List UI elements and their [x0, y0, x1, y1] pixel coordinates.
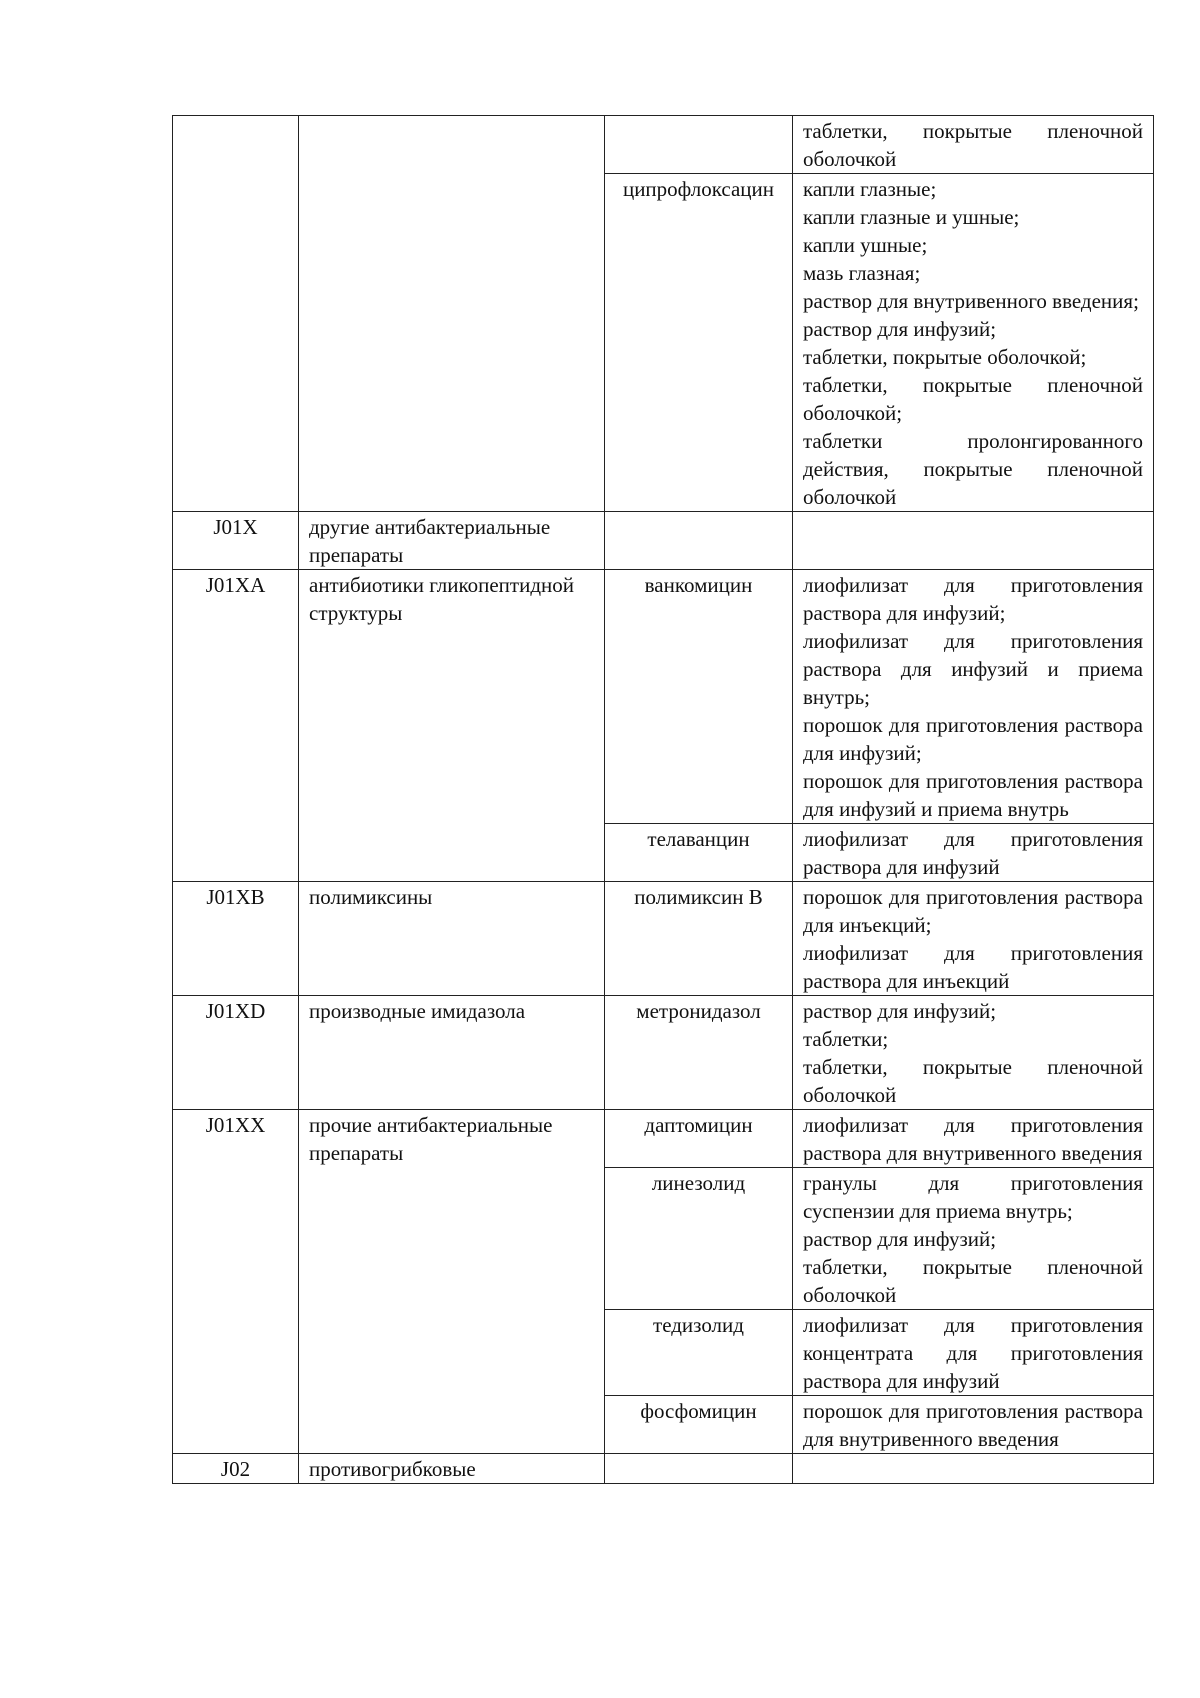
drug-name-cell: телаванцин [605, 824, 793, 882]
dosage-form: капли ушные; [803, 233, 928, 257]
dosage-form: порошок для приготовления раствора для инфузий и приема внутрь [803, 769, 1143, 821]
dosage-form: раствор для внутривенного введения; [803, 289, 1139, 313]
table-row [173, 116, 1154, 174]
group-name-cell: полимиксины [299, 882, 605, 996]
atc-code-cell [173, 116, 299, 512]
drug-name-cell: ципрофлоксацин [605, 174, 793, 512]
dosage-form: порошок для приготовления раствора для инфузий; [803, 713, 1143, 765]
drug-name-cell: ванкомицин [605, 570, 793, 824]
dosage-forms-cell [793, 570, 1154, 824]
atc-code-cell: J02 [173, 1454, 299, 1484]
drug-name-cell: фосфомицин [605, 1396, 793, 1454]
dosage-form: таблетки, покрытые оболочкой; [803, 345, 1087, 369]
dosage-form: лиофилизат для приготовления раствора для внутривенного введения [803, 1113, 1143, 1165]
dosage-forms-cell [793, 996, 1154, 1110]
atc-code-cell: J01X [173, 512, 299, 570]
dosage-form: лиофилизат для приготовления раствора для инфузий [803, 827, 1143, 879]
table-row [173, 570, 1154, 824]
dosage-form: лиофилизат для приготовления раствора для инъекций [803, 941, 1143, 993]
dosage-form: таблетки; [803, 1027, 889, 1051]
dosage-form: таблетки, покрытые пленочной оболочкой [803, 1255, 1143, 1307]
drug-name-cell: тедизолид [605, 1310, 793, 1396]
dosage-form: раствор для инфузий; [803, 999, 997, 1023]
group-name-cell [299, 116, 605, 512]
dosage-form: таблетки, покрытые пленочной оболочкой [803, 1055, 1143, 1107]
dosage-form: мазь глазная; [803, 261, 921, 285]
drug-name-cell [605, 1454, 793, 1484]
dosage-forms-cell [793, 1110, 1154, 1168]
dosage-form: капли глазные и ушные; [803, 205, 1020, 229]
group-name-cell: производные имидазола [299, 996, 605, 1110]
table-row [173, 882, 1154, 996]
dosage-forms-cell [793, 1310, 1154, 1396]
dosage-forms-cell [793, 1396, 1154, 1454]
dosage-form: раствор для инфузий; [803, 1227, 997, 1251]
dosage-form: капли глазные; [803, 177, 937, 201]
dosage-form: лиофилизат для приготовления раствора для инфузий; [803, 573, 1143, 625]
atc-code-cell: J01XX [173, 1110, 299, 1454]
table-row [173, 1454, 1154, 1484]
atc-code-cell: J01XD [173, 996, 299, 1110]
dosage-form: раствор для инфузий; [803, 317, 997, 341]
dosage-form: лиофилизат для приготовления раствора для инфузий и приема внутрь; [803, 629, 1143, 709]
dosage-form: гранулы для приготовления суспензии для приема внутрь; [803, 1171, 1143, 1223]
group-name-cell: противогрибковые [299, 1454, 605, 1484]
drug-name-cell: полимиксин В [605, 882, 793, 996]
dosage-forms-cell [793, 174, 1154, 512]
group-name-cell: другие антибактериальные препараты [299, 512, 605, 570]
drug-name-cell: метронидазол [605, 996, 793, 1110]
dosage-form: таблетки, покрытые пленочной оболочкой; [803, 373, 1143, 425]
drug-name-cell: линезолид [605, 1168, 793, 1310]
dosage-forms-cell [793, 1454, 1154, 1484]
group-name-cell: прочие антибактериальные препараты [299, 1110, 605, 1454]
table-row [173, 1110, 1154, 1168]
dosage-forms-cell [793, 882, 1154, 996]
dosage-form: таблетки пролонгированного действия, покрытые пленочной оболочкой [803, 429, 1143, 509]
dosage-form: лиофилизат для приготовления концентрата для приготовления раствора для инфузий [803, 1313, 1143, 1393]
drug-classification-table [172, 115, 1154, 1484]
dosage-form: порошок для приготовления раствора для внутривенного введения [803, 1399, 1143, 1451]
atc-code-cell: J01XB [173, 882, 299, 996]
dosage-forms-cell [793, 824, 1154, 882]
drug-name-cell [605, 512, 793, 570]
dosage-form: таблетки, покрытые пленочной оболочкой [803, 119, 1143, 171]
dosage-form: порошок для приготовления раствора для инъекций; [803, 885, 1143, 937]
dosage-forms-cell [793, 512, 1154, 570]
drug-name-cell: даптомицин [605, 1110, 793, 1168]
dosage-forms-cell [793, 1168, 1154, 1310]
table-row [173, 512, 1154, 570]
drug-name-cell [605, 116, 793, 174]
atc-code-cell: J01XA [173, 570, 299, 882]
table-row [173, 996, 1154, 1110]
dosage-forms-cell [793, 116, 1154, 174]
group-name-cell: антибиотики гликопептидной структуры [299, 570, 605, 882]
